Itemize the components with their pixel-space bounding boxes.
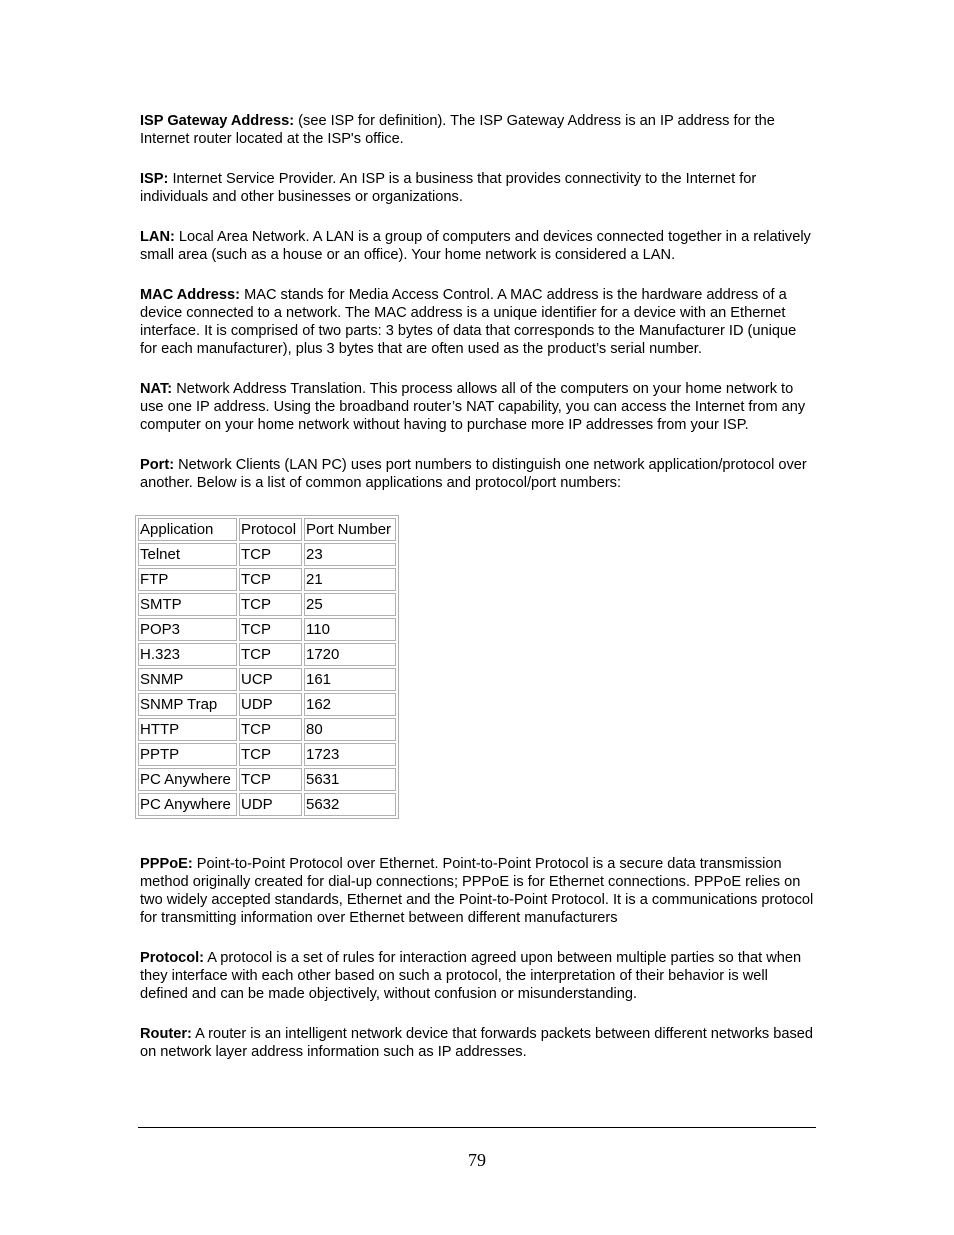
glossary-entry-port	[140, 456, 816, 492]
glossary-definition: MAC stands for Media Access Control. A MAC address is the hardware address of a device connected to a network. The MAC address is a unique identifier for a device with an Ethernet interface. It is comprised of two parts: 3 bytes of data that corresponds to the Manufacturer ID (unique for each manufacturer), plus 3 bytes that are often used as the product’s serial number.	[140, 287, 797, 357]
glossary-term: Port:	[140, 457, 175, 473]
cell-port-number: 5632	[304, 793, 396, 816]
glossary-definition: Internet Service Provider. An ISP is a business that provides connectivity to the Internet for individuals and other businesses or organizations.	[140, 171, 757, 205]
table-row	[138, 693, 396, 716]
cell-application: H.323	[138, 643, 237, 666]
glossary-definition: A router is an intelligent network device that forwards packets between different networks based on network layer address information such as IP addresses.	[140, 1026, 814, 1060]
cell-application: SNMP	[138, 668, 237, 691]
cell-protocol: UDP	[239, 693, 302, 716]
port-numbers-table	[135, 515, 399, 819]
cell-application: Telnet	[138, 543, 237, 566]
cell-protocol: TCP	[239, 593, 302, 616]
glossary-entry-isp	[140, 170, 816, 206]
cell-protocol: TCP	[239, 643, 302, 666]
glossary-definition: Network Clients (LAN PC) uses port numbers to distinguish one network application/protocol over another. Below is a list of common applications and protocol/port numbers:	[140, 457, 807, 491]
table-row	[138, 593, 396, 616]
glossary-term: ISP Gateway Address:	[140, 113, 295, 129]
glossary-entry-nat	[140, 380, 816, 434]
glossary-entry-pppoe	[140, 855, 816, 927]
glossary-definition: Point-to-Point Protocol over Ethernet. Point-to-Point Protocol is a secure data transmission method originally created for dial-up connections; PPPoE is for Ethernet connections. PPPoE relies on two widely accepted standards, Ethernet and the Point-to-Point Protocol. It is a communications protocol for transmitting information over Ethernet between different manufacturers	[140, 856, 814, 926]
cell-application: POP3	[138, 618, 237, 641]
cell-protocol: UDP	[239, 793, 302, 816]
glossary-term: PPPoE:	[140, 856, 193, 872]
cell-port-number: 161	[304, 668, 396, 691]
table-header-row	[138, 518, 396, 541]
cell-application: PC Anywhere	[138, 768, 237, 791]
cell-protocol: UCP	[239, 668, 302, 691]
glossary-entry-mac-address	[140, 286, 816, 358]
cell-application: HTTP	[138, 718, 237, 741]
cell-application: FTP	[138, 568, 237, 591]
glossary-entry-lan	[140, 228, 816, 264]
glossary-definition: Local Area Network. A LAN is a group of computers and devices connected together in a relatively small area (such as a house or an office). Your home network is considered a LAN.	[140, 229, 811, 263]
cell-protocol: TCP	[239, 568, 302, 591]
glossary-term: Router:	[140, 1026, 192, 1042]
footer-divider	[138, 1127, 816, 1128]
cell-port-number: 23	[304, 543, 396, 566]
cell-protocol: TCP	[239, 743, 302, 766]
table-row	[138, 543, 396, 566]
glossary-term: ISP:	[140, 171, 169, 187]
cell-protocol: TCP	[239, 768, 302, 791]
glossary-entry-router	[140, 1025, 816, 1061]
cell-port-number: 110	[304, 618, 396, 641]
cell-protocol: TCP	[239, 618, 302, 641]
cell-port-number: 1723	[304, 743, 396, 766]
cell-application: PC Anywhere	[138, 793, 237, 816]
cell-port-number: 5631	[304, 768, 396, 791]
header-cell-application: Application	[138, 518, 237, 541]
cell-protocol: TCP	[239, 543, 302, 566]
document-page	[140, 112, 816, 1061]
cell-application: PPTP	[138, 743, 237, 766]
cell-port-number: 21	[304, 568, 396, 591]
table-row	[138, 668, 396, 691]
header-cell-port-number: Port Number	[304, 518, 396, 541]
glossary-term: LAN:	[140, 229, 175, 245]
glossary-term: NAT:	[140, 381, 173, 397]
table-row	[138, 568, 396, 591]
header-cell-protocol: Protocol	[239, 518, 302, 541]
table-row	[138, 743, 396, 766]
table-row	[138, 718, 396, 741]
cell-application: SMTP	[138, 593, 237, 616]
cell-port-number: 80	[304, 718, 396, 741]
glossary-term: Protocol:	[140, 950, 205, 966]
table-row	[138, 643, 396, 666]
glossary-definition: (see ISP for definition). The ISP Gateway Address is an IP address for the Internet router located at the ISP's office.	[140, 113, 775, 147]
glossary-definition: Network Address Translation. This process allows all of the computers on your home network to use one IP address. Using the broadband router’s NAT capability, you can access the Internet from any computer on your home network without having to purchase more IP addresses from your ISP.	[140, 381, 806, 433]
table-row	[138, 618, 396, 641]
cell-port-number: 25	[304, 593, 396, 616]
glossary-definition: A protocol is a set of rules for interaction agreed upon between multiple parties so that when they interface with each other based on such a protocol, the interpretation of their behavior is well defined and can be made objectively, without confusion or misunderstanding.	[140, 950, 802, 1002]
glossary-entry-isp-gateway-address	[140, 112, 816, 148]
cell-application: SNMP Trap	[138, 693, 237, 716]
cell-protocol: TCP	[239, 718, 302, 741]
cell-port-number: 1720	[304, 643, 396, 666]
cell-port-number: 162	[304, 693, 396, 716]
table-row	[138, 793, 396, 816]
glossary-term: MAC Address:	[140, 287, 241, 303]
glossary-entry-protocol	[140, 949, 816, 1003]
table-row	[138, 768, 396, 791]
page-number: 79	[468, 1150, 486, 1170]
